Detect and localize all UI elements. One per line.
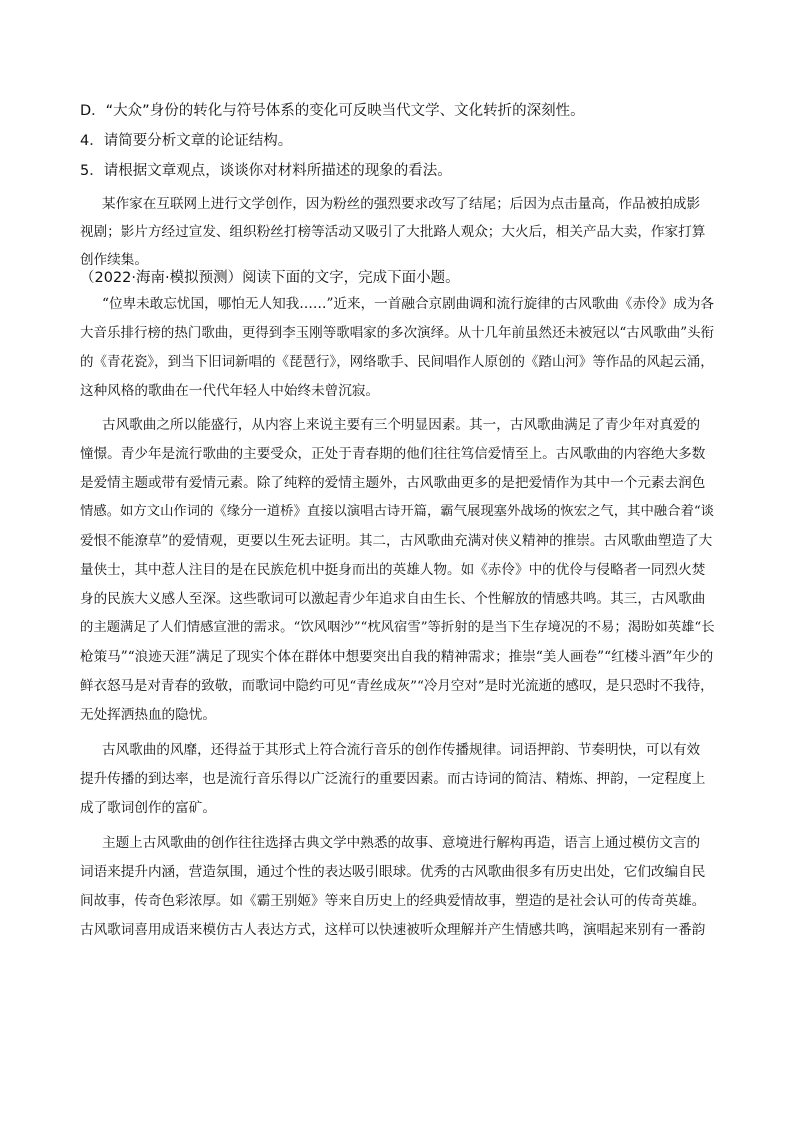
paragraph-line: 身的民族大义感人至深。这些歌词可以激起青少年追求自由生长、个性解放的情感共鸣。其三，古风歌曲	[80, 591, 706, 607]
paragraph-line: 量侠士，其中惹人注目的是在民族危机中挺身而出的英雄人物。如《赤伶》中的优伶与侵略者一同烈火焚	[80, 562, 706, 578]
paragraph-line: 无处挥洒热血的隐忧。	[80, 707, 216, 723]
material-line: 视剧；影片方经过宣发、组织粉丝打榜等活动又吸引了大批路人观众；大火后，相关产品大卖，作家打算	[80, 224, 706, 240]
paragraph-line: 的主题满足了人们情感宣泄的需求。“饮风咽沙”“枕风宿雪”等折射的是当下生存境况的不易；渴盼如英雄“长	[80, 620, 715, 635]
paragraph-line: 爱恨不能潦草”的爱情观，更要以生死去证明。其二，古风歌曲充满对侠义精神的推崇。古风歌曲塑造了大	[80, 533, 713, 549]
question-4: 4．请简要分析文章的论证结构。	[80, 133, 293, 149]
paragraph-line: 情感。如方文山作词的《缘分一道桥》直接以演唱古诗开篇，霸气展现塞外战场的恢宏之气，其中融合着“谈	[80, 504, 714, 519]
paragraph-line: 主题上古风歌曲的创作往往选择古典文学中熟悉的故事、意境进行解构再造，语言上通过模仿文言的	[102, 835, 701, 851]
paragraph-line: 的《青花瓷》，到当下旧词新唱的《琵琶行》，网络歌手、民间唱作人原创的《踏山河》等作品的风起云涌，	[80, 354, 714, 370]
paragraph-line: 是爱情主题或带有爱情元素。除了纯粹的爱情主题外，古风歌曲更多的是把爱情作为其中一个元素去润色	[80, 475, 706, 491]
paragraph-line: 成了歌词创作的富矿。	[80, 800, 216, 816]
paragraph-line: 古风歌词喜用成语来模仿古人表达方式，这样可以快速被听众理解并产生情感共鸣，演唱起来别有一番韵	[80, 922, 706, 938]
source-line: （2022·海南·模拟预测）阅读下面的文字，完成下面小题。	[80, 270, 460, 286]
question-5: 5．请根据文章观点，谈谈你对材料所描述的现象的看法。	[80, 163, 452, 179]
paragraph-line: 词语来提升内涵，营造氛围，通过个性的表达吸引眼球。优秀的古风歌曲很多有历史出处，它们改编自民	[80, 864, 706, 880]
paragraph-line: 提升传播的到达率，也是流行音乐得以广泛流行的重要因素。而古诗词的简洁、精炼、押韵，一定程度上	[80, 771, 706, 787]
paragraph-line: 古风歌曲之所以能盛行，从内容上来说主要有三个明显因素。其一，古风歌曲满足了青少年对真爱的	[102, 417, 701, 433]
paragraph-line: “位卑未敢忘忧国，哪怕无人知我……”近来，一首融合京剧曲调和流行旋律的古风歌曲《赤伶》成为各	[102, 296, 715, 312]
paragraph-line: 这种风格的歌曲在一代代年轻人中始终未曾沉寂。	[80, 383, 380, 399]
paragraph-line: 枪策马”“浪迹天涯”满足了现实个体在群体中想要突出自我的精神需求；推崇“美人画卷”“红楼斗酒”年少的	[80, 649, 714, 665]
paragraph-line: 鲜衣怒马是对青春的致敬，而歌词中隐约可见“青丝成灰”“冷月空对”是时光流逝的感叹，是只恐时不我待，	[80, 678, 714, 694]
material-line: 创作续集。	[80, 252, 148, 268]
option-d: D．“大众”身份的转化与符号体系的变化可反映当代文学、文化转折的深刻性。	[80, 103, 585, 119]
paragraph-line: 大音乐排行榜的热门歌曲，更得到李玉刚等歌唱家的多次演绎。从十几年前虽然还未被冠以“古风歌曲”头衔	[80, 325, 715, 341]
material-line: 某作家在互联网上进行文学创作，因为粉丝的强烈要求改写了结尾；后因为点击量高，作品被拍成影	[102, 196, 701, 212]
paragraph-line: 间故事，传奇色彩浓厚。如《霸王别姬》等来自历史上的经典爱情故事，塑造的是社会认可的传奇英雄。	[80, 893, 706, 909]
paragraph-line: 古风歌曲的风靡，还得益于其形式上符合流行音乐的创作传播规律。词语押韵、节奏明快，可以有效	[102, 742, 701, 758]
paragraph-line: 憧憬。青少年是流行歌曲的主要受众，正处于青春期的他们往往笃信爱情至上。古风歌曲的内容绝大多数	[80, 446, 706, 462]
